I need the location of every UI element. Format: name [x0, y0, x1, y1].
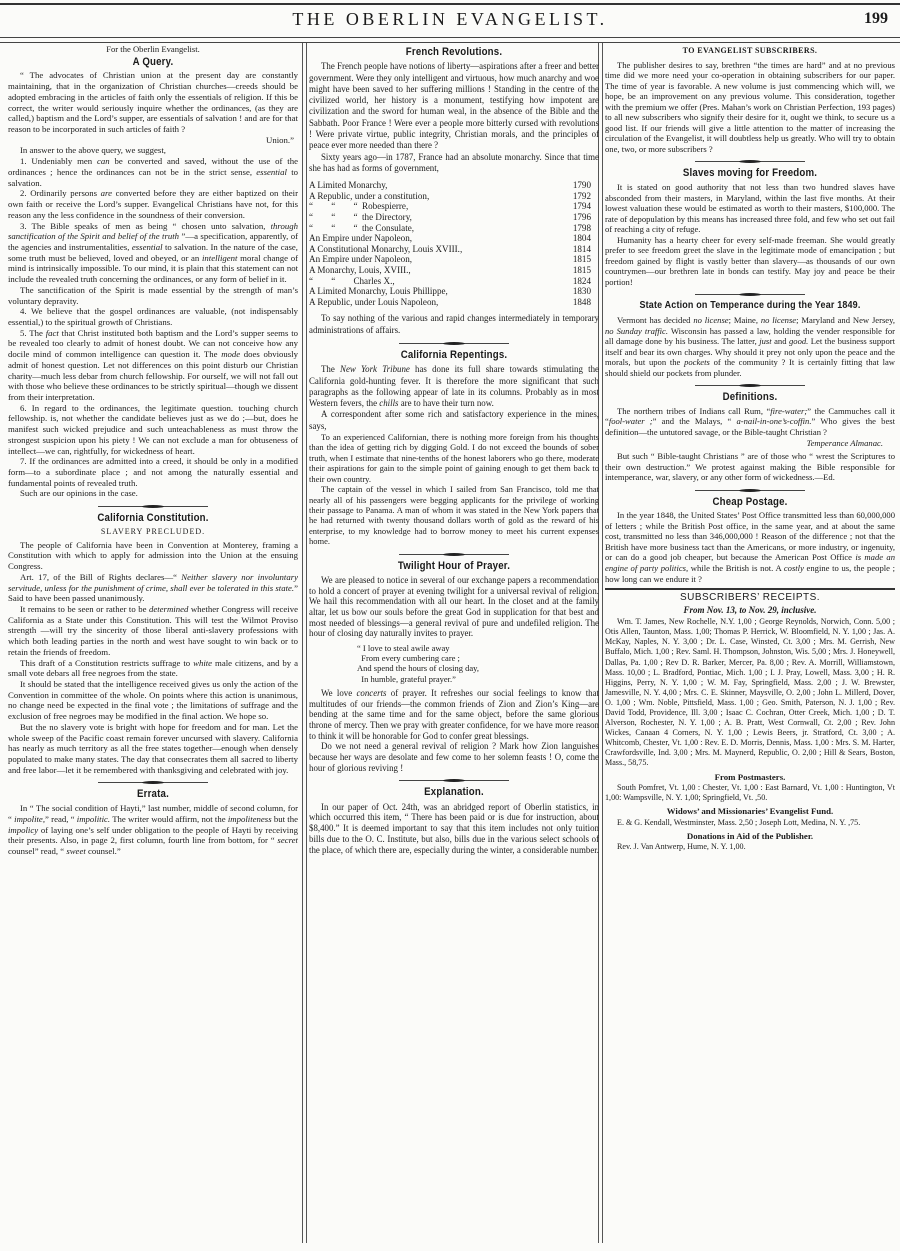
article-title-french: French Revolutions.	[405, 46, 503, 58]
section-divider	[695, 294, 805, 295]
section-divider	[399, 780, 509, 781]
emphasis-text: no license	[693, 315, 729, 326]
poem-line: “ I love to steal awile away	[357, 643, 450, 654]
text-run: ; Maine,	[728, 315, 761, 326]
postmasters-list: South Pomfret, Vt. 1,00 : Chester, Vt. 1,00 : East Barnard, Vt. 1,00 : Huntington, Vt 1,00: Wampsville, N. Y. 1,00; Springfield, Vt. ,50.	[605, 783, 895, 803]
text-run: The northern tribes of Indians call Rum, “	[617, 405, 771, 416]
emphasis-text: Neither slavery nor involuntary servitude, unless for the punishment of crime, shall ever be tolerated in this state.	[8, 571, 298, 593]
text-run: 1. Undeniably men	[20, 156, 98, 167]
text-run: ” and the Malays, “	[652, 416, 737, 427]
article-kicker: For the Oberlin Evangelist.	[106, 44, 200, 54]
twilight-poem	[357, 643, 599, 684]
emphasis-text: impolite,	[14, 813, 46, 824]
california-p4	[8, 658, 298, 679]
text-run: be converted and saved, without the use of the ordinances ; hence the ordinances can not be in the strict sense,	[8, 156, 299, 177]
receipts-list: Wm. T. James, New Rochelle, N.Y. 1,00 ; George Reynolds, Norwich, Conn. 5,00 ; Otis Allen, Taunton, Mass. 1,00; Thomas P. Herrick, W. Bloomfield, N. Y. 1,00 ; Jas. A. McKay, Naples, N. Y. 3,00 ; Dr. L. Case, Winsted, Ct. 3,00 ; Mrs. M. Gerrish, New Buffalo, Mich. 1,00 ; Rev. Saml. H. Thompson, Johnston, Wis. 5,00 ; Mrs. J. Honeywell, Dallas, Pa. 1,00 ; Rev D. R. Barker, Mercer, Pa. 8,00 ; Rev. A. Morrill, Williamstown, Mass. 10,00 ; L. Bradford, Pontiac, Mich. 1,00 ; I. J. Pray, Lowell, Mass. 3,00 ; H. R. Higgins, Perry, N. Y. 1,00 ; W. M. Fay, Springfield, Mass. 2,00 ; J. W. Brewster, Jamesville, N. Y. 4,00 ; Mrs. C. E. Skinner, Maysville, O. 2,00 ; John L. Millerd, Dover, O. 1,00 ; Wm. Noble, Pittsfield, Mass. 1,00 ; Geo. Smith, Paterson, N. J. 1,00 ; Rev. David Todd, Providence, Ill. 3,00 ; Isaac C. Cochran, Otter Creek, Mich. 1,00 ; D. T. Alverson, Rochester, N. Y. 1,00 ; A. B. Pratt, West Cornwall, Ct. 2,00 ; Rev. John Wickes, Canaan 4 Corners, N. Y. 1,00 ; Lewis Beers, jr. Stratford, Ct. 3,00 ; A. Whitcomb, Chester, Vt. 1,00 : Rev. E. D. Morris, Dennis, Mass. 1,00 : Mrs. S. M. Harter, Crawfordsville, Ind. 3,00 ; Mrs. M. Maynerd, Republic, O. 2,00 ; Hill & Sears, Boston, Mass., 58,75.	[605, 617, 895, 768]
california-p3	[8, 604, 298, 658]
text-run: ” read, “	[45, 813, 77, 824]
article-title-subscribers: TO EVANGELIST SUBSCRIBERS.	[682, 46, 818, 55]
text-run: counsel.”	[85, 846, 121, 857]
emphasis-text: determined	[148, 603, 189, 614]
text-run: 3. The Bible speaks of men as being “ chosen unto salvation,	[20, 220, 271, 231]
government-year: 1804	[572, 233, 591, 244]
text-run: converted before they are either baptized on their own faith or receive the Lord’s supper. Evangelical Christians have not, for this reason any the less confidence in the soundness of their conversion.	[8, 188, 298, 220]
california-p1: The people of California have been in Convention at Monterey, framing a Constitution with which to apply for admission into the Union at the ensuing Congress.	[8, 539, 298, 572]
text-run: This draft of a Constitution restricts suffrage to	[20, 657, 194, 668]
text-run: Wisconsin has passed a law, holding the vender responsible for all damage done by his business. The latter,	[605, 325, 895, 347]
government-form: “ “ “ Robespierre,	[309, 201, 409, 212]
government-year: 1824	[572, 275, 591, 286]
section-divider	[695, 385, 805, 386]
government-form: “ “ “ the Directory,	[309, 212, 412, 223]
text-run: moral change of mind is intrinsically impossible. To our mind, it is plain that this statement can not include the revealed truth concerning the ordinances, or any form of belief in it.	[8, 252, 298, 285]
text-run: ”—a specification, apparently, of the agencies and instrumentalities,	[8, 231, 298, 252]
postage-p1	[605, 510, 895, 584]
section-divider	[399, 343, 509, 344]
emphasis-text: impolicy	[8, 824, 39, 835]
query-quote: “ The advocates of Christian union at the present day are constantly maintaining, that in the organization of Christian churches—creeds should be adopted embracing in the articles of faith only the essentials of religion. If this be correct, the writer would seriously inquire whether the ordinances, (as they are called,) baptism and the Lord’s supper, are essentials of salvation ! and are for that reason to be incorporated in such articles of faith ?	[8, 70, 298, 135]
widows-fund-list: E. & G. Kendall, Westminster, Mass. 2,50 ; Joseph Lott, Medina, N. Y. ,75.	[617, 817, 861, 827]
article-title-twilight: Twilight Hour of Prayer.	[397, 559, 511, 572]
explanation-p1: In our paper of Oct. 24th, was an abridged report of Oberlin statistics, in which occurred this item, “ There has been paid or is due for instruction, about $8,400.” It is deemed important to say that this item includes not only tuition bills due to the O. C. Institute, but also, bills due in the various select schools of the place, of which there are, especially during the winter, a considerable number.	[309, 801, 599, 855]
text-run: whether Congress will receive California as a State under this Constitution. This will test the Wilmot Proviso strength —will try the sincerity of those liberal anti-slavery professions with which both leading parties in the north and west have sought to win back or to retain the friends of freedom.	[8, 603, 298, 657]
government-year: 1815	[572, 265, 591, 276]
text-run: engine to us, the people ; how long can we endure it ?	[605, 562, 895, 584]
text-run: In “ The social condition of Hayti,” last number, middle of second column, for “	[8, 803, 298, 824]
definitions-p2: But such “ Bible-taught Christians ” are of those who “ wrest the Scriptures to their own destruction.” We protest against making the Bible responsible for intemperance, war, slavery, or any other form of wickedness.—Ed.	[605, 451, 895, 483]
government-row	[309, 286, 599, 297]
receipts-period: From Nov. 13, to Nov. 29, inclusive.	[683, 604, 817, 615]
slaves-p2: Humanity has a hearty cheer for every self-made freeman. She would greatly prefer to see freedom greet the slave in the legitimate mode of emancipation ; but freedom gained by flight is vastly better than slavery—as thousands of our own countrymen—our brethren late in bonds can testify. May joy and peace be their portion!	[605, 234, 895, 287]
government-row	[309, 254, 599, 265]
government-row	[309, 180, 599, 191]
government-form: A Monarchy, Louis, XVIII.,	[309, 265, 411, 276]
text-run: that Christ instituted both baptism and the Lord’s supper seems to be revealed too clearly to admit of honest doubt. We can not conceive how any docile mind of common intelligence can question it. The	[8, 327, 299, 360]
query-closing: Such are our opinions in the case.	[20, 488, 138, 499]
text-run: of prayer. It refreshes our social feelings to know that multitudes of our friends—the common friends of Zion and Zion’s King—are bending at the same time and for the same object, before the same glorious throne of mercy. Then we pray with greater confidence, for we have more reason to think it will be honorable for God to confer great blessings.	[309, 687, 600, 741]
poem-line: From every cumbering care ;	[357, 653, 460, 664]
government-form: “ “ Charles X.,	[309, 275, 395, 286]
emphasis-text: essential	[131, 241, 163, 252]
government-row	[309, 276, 599, 287]
emphasis-text: concerts	[356, 687, 387, 698]
query-point-6: 6. In regard to the ordinances, the legitimate question. touching church fellowship. is, not whether the candidate believes just as we do ;—but, does he manifest such wicked prejudice and such unteachableness as must throw the strongest suspicion upon his piety ! We can not exclude a man for obtuseness of intellect—we can, rightfully, for wickedness of heart.	[8, 402, 298, 456]
definitions-p1	[605, 406, 895, 438]
emphasis-text: good.	[788, 336, 809, 347]
column-2	[309, 43, 599, 855]
emphasis-text: no license	[760, 315, 797, 326]
article-title-slaves: Slaves moving for Freedom.	[682, 167, 818, 180]
emphasis-text: mode	[221, 349, 241, 360]
masthead-title: THE OBERLIN EVANGELIST.	[292, 9, 608, 29]
text-run: and	[771, 336, 789, 347]
query-point-4: 4. We believe that the gospel ordinances are valuable, (not indispensably essential,) to the spiritual growth of Christians.	[8, 306, 298, 327]
section-divider	[695, 490, 805, 491]
government-row	[309, 223, 599, 234]
text-run: Vermont has decided	[617, 315, 694, 326]
column-separator	[302, 43, 307, 1243]
emphasis-text: New York Tribune	[340, 364, 410, 375]
california-p2	[8, 572, 298, 604]
text-run: Let the business support itself and bear its own charges. Why should it prey not only upon the peace and the morals, but upon the	[605, 336, 895, 368]
government-year: 1830	[572, 286, 591, 297]
temperance-p1	[605, 315, 895, 378]
emphasis-text: impolitic.	[76, 813, 111, 824]
text-run: counsel” read, “	[8, 846, 67, 857]
repentings-p3: To an experienced Californian, there is nothing more foreign from his thoughts than the idea of getting rich by digging Gold. I do not exceed the bounds of sober truth, when I estimate that nine-tenths of the honest laborers who go there, moderate their aspirations for gain to the simple point of gaining enough to get them back to their own country.	[309, 432, 599, 484]
article-title-california: California Constitution.	[97, 512, 209, 525]
text-run: The	[321, 364, 341, 375]
text-run: We love	[321, 687, 357, 698]
emphasis-text: are	[100, 188, 112, 199]
text-run: ; Maryland and New Jersey,	[796, 315, 896, 326]
donations-title: Donations in Aid of the Publisher.	[686, 830, 814, 841]
emphasis-text: impoliteness	[227, 813, 272, 824]
governments-table	[309, 180, 599, 307]
twilight-p2	[309, 688, 599, 742]
query-point-5	[8, 328, 298, 403]
emphasis-text: fire-water;	[770, 405, 808, 416]
french-p3: To say nothing of the various and rapid changes intermediately in temporary administrations of affairs.	[309, 313, 599, 335]
emphasis-text: fact	[45, 327, 59, 338]
emphasis-text: fool-water ;	[608, 416, 653, 427]
government-year: 1814	[572, 243, 591, 254]
government-year: 1796	[572, 212, 591, 223]
emphasis-text: pockets	[684, 357, 710, 368]
government-year: 1815	[572, 254, 591, 265]
emphasis-text: through sanctification of the Spirit and belief of the truth	[8, 220, 298, 242]
government-form: A Republic, under a constitution,	[309, 190, 430, 201]
government-row	[309, 191, 599, 202]
slaves-p1: It is stated on good authority that not less than two hundred slaves have absconded from their masters, in Maryland, within the last five months. At their lowest valuation these would be estimated as worth to their masters, $100,000. The rate of depopulation by this means has increased three fold, and few who set out fail of reaching a city of refuge.	[605, 182, 895, 235]
section-rule	[605, 588, 895, 590]
emphasis-text: white	[193, 657, 213, 668]
emphasis-text: sweet	[66, 846, 86, 857]
widows-fund-title: Widows’ and Missionaries’ Evangelist Fund.	[666, 806, 834, 817]
government-form: A Constitutional Monarchy, Louis XVIII.,	[309, 243, 463, 254]
text-run: It remains to be seen or rather to be	[20, 603, 149, 614]
text-run: but the	[271, 813, 298, 824]
query-point-7: 7. If the ordinances are admitted into a creed, it should be only in a modified form—to a subordinate place ; and not among the naturally essential and fundamental points of revealed truth.	[8, 456, 298, 488]
french-p1: The French people have notions of liberty—aspirations after a freer and better government. Were they only intelligent and virtuous, how much anarchy and woe might have been saved to her suffering millions ! Standing in the centre of the civilized world, her history is a monument, testifying how impotent are civilization and the sword for human weal, in the absence of the Bible and the Sabbath. Poor France ! Were ever a people more bitterly cursed with revolutions ! Were private virtue, public integrity, Christian morals, and the principles of peace ever more needed than there ?	[309, 61, 599, 151]
column-3	[605, 43, 895, 853]
text-run: ” the Cammuches call it “	[605, 405, 895, 427]
emphasis-text: no Sunday traffic.	[605, 325, 668, 336]
emphasis-text: a-nail-in-one’s-coffin.	[736, 416, 812, 427]
query-point-3b: The sanctification of the Spirit is made essential by the strength of man’s voluntary depravity.	[8, 284, 298, 306]
query-point-2	[8, 188, 298, 220]
query-intro: In answer to the above query, we suggest,	[20, 145, 166, 156]
government-year: 1790	[572, 180, 591, 191]
text-run: 5. The	[20, 327, 46, 338]
text-run: are to have their turn now.	[398, 398, 494, 409]
government-form: “ “ “ the Consulate,	[309, 222, 415, 233]
text-run: 2. Ordinarily persons	[20, 188, 101, 199]
errata-text	[8, 803, 298, 857]
section-divider	[98, 782, 208, 783]
query-signature: Union.”	[266, 134, 294, 145]
government-form: An Empire under Napoleon,	[309, 233, 413, 244]
text-run: The writer would affirm, not the	[110, 813, 228, 824]
article-title-repentings: California Repentings.	[400, 348, 508, 361]
government-row	[309, 265, 599, 276]
page-number: 199	[864, 10, 888, 27]
article-subtitle: SLAVERY PRECLUDED.	[100, 526, 206, 536]
repentings-p1	[309, 364, 599, 409]
text-run: of the community ? It is certainly fitting that law should shield our pockets from plunder.	[605, 357, 895, 378]
government-form: A Limited Monarchy,	[309, 180, 388, 191]
emphasis-text: is made an engine of party politics,	[605, 552, 895, 573]
query-point-3	[8, 221, 298, 285]
government-year: 1798	[572, 222, 591, 233]
text-run: has done its full share towards stimulating the California gold-hunting fever. It is therefore the more significant that such paragraphs as the following appear of late in its columns. Probably as in most Western fevers, the	[309, 364, 599, 409]
top-rule	[0, 3, 900, 5]
emphasis-text: secret	[277, 835, 298, 846]
text-run: ” Said to have been passed unanimously.	[8, 582, 298, 604]
article-title-errata: Errata.	[137, 788, 169, 801]
emphasis-text: can	[97, 156, 110, 167]
subscribers-notice-p1: The publisher desires to say, brethren “the times are hard” and at no previous time did we more need your co-operation in obtaining subscribers for our paper. The time of year is favorable. A new volume is just commencing which will, we hope, be an improvement on any previous volume. This consideration, together with the premium we offer (Pres. Mahan’s work on Christian Perfection, 193 pages) to all new subscribers who signify their desire for it, ought we think, to secure us a good list. If our friends will give a little attention to the matter of increasing the circulation of the Evangelist, it will doubtless help us greatly. Who will try to obtain one, two, or more subscribers ?	[605, 59, 895, 154]
repentings-p2: A correspondent after some rich and satisfactory experience in the mines, says,	[309, 409, 599, 431]
receipts-title: SUBSCRIBERS’ RECEIPTS.	[679, 592, 821, 604]
text-run: does obviously admit of honest question. Let not differences on this point disturb our Christian charity—much less debar from church fellowship. For ourself, we will not fall out with those who believe these ordinances to be strictly spiritual—though we dissent from their interpretation.	[8, 349, 298, 402]
article-title-definitions: Definitions.	[722, 391, 778, 404]
text-run: of laying one’s self under obligation to the people of Hayti by receiving their presents. Also, in page 2, first column, fourth line from bottom, for “	[8, 824, 298, 846]
poem-line: In humble, grateful prayer.”	[357, 673, 456, 684]
column-1	[8, 43, 298, 857]
repentings-p4: The captain of the vessel in which I sailed from San Francisco, told me that nearly all of his passengers were begging applicants for the privilege of working their passage to Panama. A man of whom it was stated in the New York papers that he had returned with twenty thousand dollars worth of gold as the reward of his enterprise, to my knowledge had to borrow money to meet his current expenses home.	[309, 484, 599, 547]
government-row	[309, 297, 599, 308]
government-form: A Limited Monarchy, Louis Phillippe,	[309, 286, 448, 297]
emphasis-text: intelligent	[201, 252, 238, 263]
government-row	[309, 244, 599, 255]
section-divider	[98, 506, 208, 507]
french-p2: Sixty years ago—in 1787, France had an absolute monarchy. Since that time she has had as forms of government,	[309, 151, 599, 173]
text-run: Art. 17, of the Bill of Rights declares—“	[20, 571, 182, 582]
query-point-1	[8, 156, 298, 188]
california-p5: It should be stated that the intelligence received gives us only the action of the Convention in committee of the whole. On points where this action is unanimous, no change need be expected in the final vote ; the limitations of suffrage and the exclusion of free negroes may be modified in the final action. We hope so.	[8, 678, 298, 722]
government-row	[309, 201, 599, 212]
definitions-source: Temperance Almanac.	[806, 437, 883, 448]
article-title-postage: Cheap Postage.	[712, 495, 788, 508]
text-run: ” Who gives the best definition—the untutored savage, or the Bible-taught Christian ?	[605, 416, 895, 437]
government-year: 1792	[572, 190, 591, 201]
article-title-query: A Query.	[132, 55, 174, 68]
article-title-explanation: Explanation.	[424, 786, 484, 799]
government-year: 1848	[572, 296, 591, 307]
emphasis-text: chills	[379, 398, 399, 409]
emphasis-text: costly	[783, 562, 804, 573]
text-run: while the British is not. A	[688, 562, 784, 573]
government-row	[309, 233, 599, 244]
government-row	[309, 212, 599, 223]
text-run: male citizens, and by a small vote debars all free negroes from the state.	[8, 657, 298, 679]
section-divider	[695, 161, 805, 162]
article-title-temperance: State Action on Temperance during the Year 1849.	[639, 300, 861, 312]
twilight-p1: We are pleased to notice in several of our exchange papers a recommendation to hold a concert of prayer at evening twilight for a universal revival of religion. We hail this recommendation with all our heart. In the closet and at the family altar, let us bow our souls before the great God in supplication for that best and most needed of blessings—a general revival of pure and undefiled religion. The hour of closing day naturally invites to prayer.	[309, 574, 599, 639]
twilight-p3: Do we not need a general revival of religion ? Mark how Zion languishes because her ways are desolate and few come to her solemn feasts ! O, come the hour of glorious reviving !	[309, 741, 599, 773]
emphasis-text: essential	[256, 166, 287, 177]
text-run: to salvation.	[8, 166, 298, 188]
california-p6: But the no slavery vote is bright with hope for freedom and for man. Let the whole sweep of the Pacific coast remain forever uncursed with slavery. California has nearly as much territory as all the free states together—enough when densely populated to make many states. The day that consecrates them all sacred to liberty and free labor—let it be remembered with thanksgiving and celebrated with joy.	[8, 721, 298, 775]
government-year: 1794	[572, 201, 591, 212]
postmasters-title: From Postmasters.	[714, 771, 786, 782]
text-run: In the year 1848, the United States’ Post Office transmitted less than 60,000,000 of letters ; while the British Post office, in the same year, and at about the same cost, transmitted no less than 346,000,000 ! Reason of the difference ; not that the British have more business tact than the Americans, or more industry, or ingenuity, or can do a good job cheaper, but because the American Post Office	[605, 510, 895, 563]
text-run: to salvation. In the nature of the case, some truth must be believed, loved and obeyed, or an	[8, 241, 298, 263]
donations-list: Rev. J. Van Antwerp, Hume, N. Y. 1,00.	[617, 842, 746, 852]
government-form: An Empire under Napoleon,	[309, 254, 413, 265]
poem-line: And spend the hours of closing day,	[357, 663, 479, 674]
government-form: A Republic, under Louis Napoleon,	[309, 296, 439, 307]
emphasis-text: just	[759, 336, 772, 347]
section-divider	[399, 554, 509, 555]
